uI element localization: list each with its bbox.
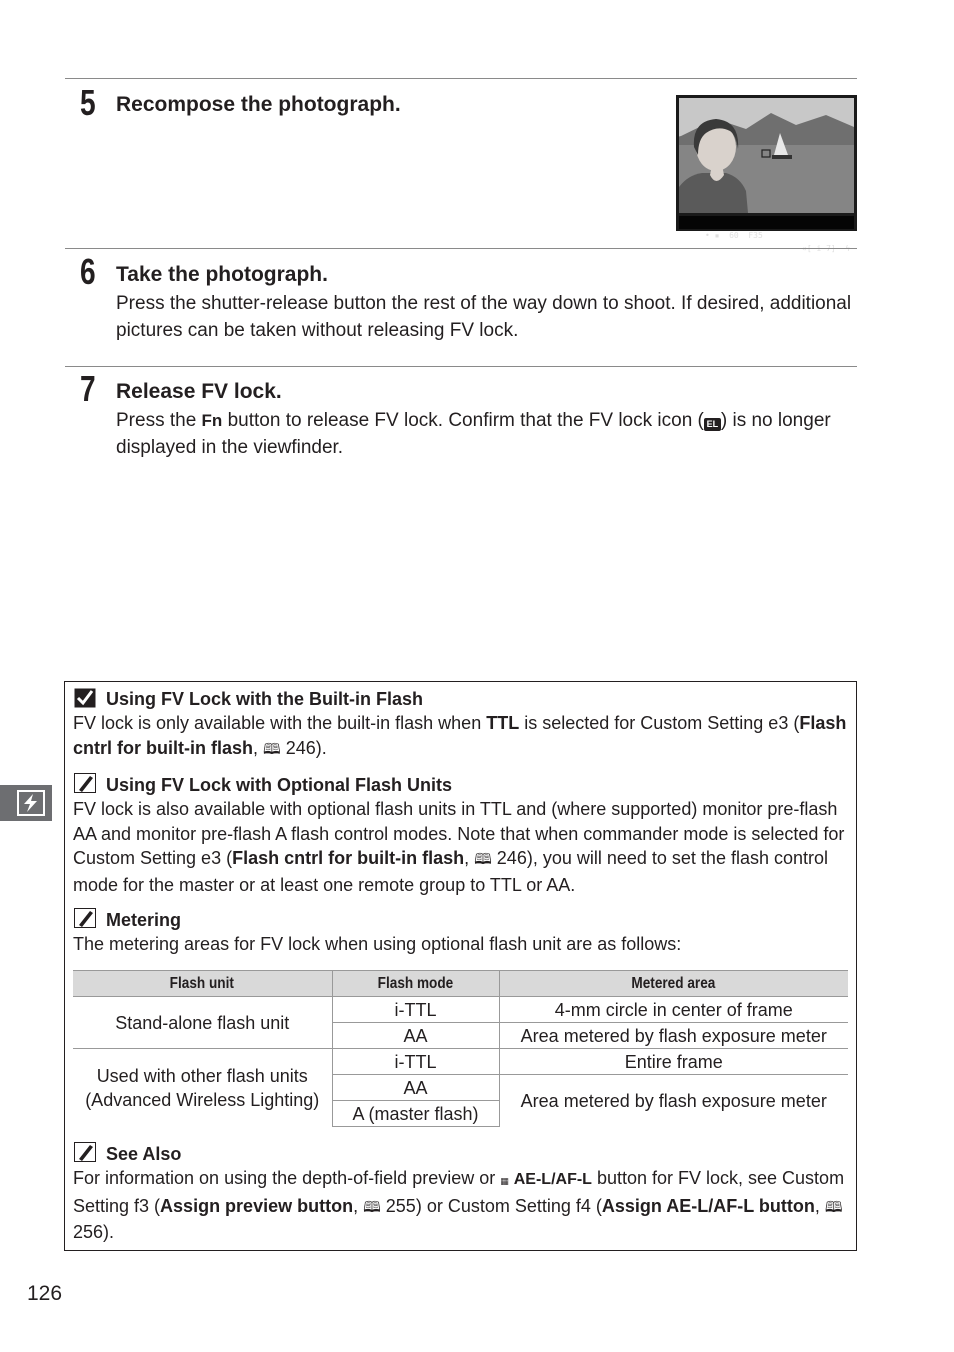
table-cell-flash-mode: AA — [332, 1023, 499, 1049]
note-body: FV lock is only available with the built-in flash when TTL is selected for Custom Setting e3 (Flash cntrl for built-in flash, 🕮 246). — [73, 713, 847, 758]
chapter-tab — [0, 785, 52, 821]
table-cell-flash-unit: Stand-alone flash unit — [73, 997, 332, 1049]
table-cell-flash-unit: Used with other flash units (Advanced Wireless Lighting) — [73, 1049, 332, 1127]
note-title: Using FV Lock with the Built-in Flash — [106, 689, 424, 709]
table-cell-flash-mode: i-TTL — [332, 1049, 499, 1075]
pencil-note-icon — [74, 773, 96, 793]
ae-l-af-l-button-label: AE-L/AF-L — [513, 1171, 592, 1188]
viewfinder-portrait-photo — [676, 95, 857, 240]
table-cell-flash-mode: AA — [332, 1075, 499, 1101]
step-body: Press the shutter-release button the rest of the way down to shoot. If desired, additional pictures can be taken without releasing FV lock. — [116, 293, 852, 341]
note-body: FV lock is also available with optional flash units in TTL and (where supported) monitor pre-flash AA and monitor pre-flash A flash control modes. Note that when commander mode is selected for Custom Setting e3 (Flash cntrl for built-in flash, 🕮 246), you will need to set the flash control mode for the master or at least one remote group to TTL or AA. — [73, 799, 845, 895]
book-reference-icon: 🕮 — [263, 740, 281, 758]
table-cell-metered-area: 4-mm circle in center of frame — [499, 997, 848, 1023]
step-divider — [65, 248, 857, 249]
step-title: Release FV lock. — [116, 380, 282, 403]
page-reference: 255 — [380, 1195, 416, 1216]
fn-button-label: Fn — [201, 411, 223, 430]
table-header-cell: Flash mode — [332, 971, 499, 997]
note-body: For information on using the depth-of-field preview or ▦ AE-L/AF-L button for FV lock, see Custom Setting f3 (Assign preview button, 🕮 255) or Custom Setting f4 (Assign AE-L/AF-L button, 🕮 256). — [73, 1168, 845, 1242]
step-title: Recompose the photograph. — [116, 93, 401, 116]
table-cell-metered-area: Entire frame — [499, 1049, 848, 1075]
step-number: 7 — [80, 368, 96, 409]
page-reference: 256 — [73, 1222, 104, 1242]
table-cell-metered-area: Area metered by flash exposure meter — [499, 1075, 848, 1127]
book-reference-icon: 🕮 — [824, 1198, 843, 1216]
viewfinder-info-display — [679, 216, 854, 240]
table-header-cell: Metered area — [499, 971, 848, 997]
step-title: Take the photograph. — [116, 263, 328, 286]
table-header-cell: Flash unit — [73, 971, 332, 997]
page-number: 126 — [27, 1282, 63, 1305]
table-cell-metered-area: Area metered by flash exposure meter — [499, 1023, 848, 1049]
note-title: Metering — [106, 910, 182, 930]
ae-af-lock-icon: ▦ — [500, 1176, 509, 1186]
table-row — [73, 997, 848, 1023]
table-cell-flash-mode: A (master flash) — [332, 1101, 499, 1127]
table-cell-flash-mode: i-TTL — [332, 997, 499, 1023]
viewfinder-exposure-readout: • ▪ 60 F35 — [705, 231, 763, 240]
photo-illustration — [676, 95, 857, 231]
step-number: 6 — [80, 251, 96, 292]
notes-box — [64, 681, 857, 1251]
table-header-row — [73, 971, 848, 997]
table-row — [73, 1049, 848, 1075]
checkmark-box-icon — [74, 688, 96, 708]
metering-table — [73, 970, 848, 1127]
book-reference-icon: 🕮 — [363, 1198, 381, 1216]
step-body: Press the Fn button to release FV lock. Confirm that the FV lock icon ( EL ) is no longer displayed in the viewfinder. — [116, 410, 831, 458]
note-title: Using FV Lock with Optional Flash Units — [106, 775, 453, 795]
flash-icon — [0, 785, 52, 821]
pencil-note-icon — [74, 908, 96, 928]
pencil-note-icon — [74, 1142, 96, 1162]
page-reference: 246 — [280, 737, 316, 758]
step-divider — [65, 366, 857, 367]
page-reference: 246 — [491, 848, 527, 868]
note-body: The metering areas for FV lock when using optional flash unit are as follows: — [73, 934, 682, 954]
book-reference-icon: 🕮 — [474, 851, 492, 868]
step-number: 5 — [80, 82, 96, 123]
fv-lock-icon: EL — [704, 418, 721, 431]
note-title: See Also — [106, 1144, 182, 1164]
step-divider — [65, 78, 857, 79]
